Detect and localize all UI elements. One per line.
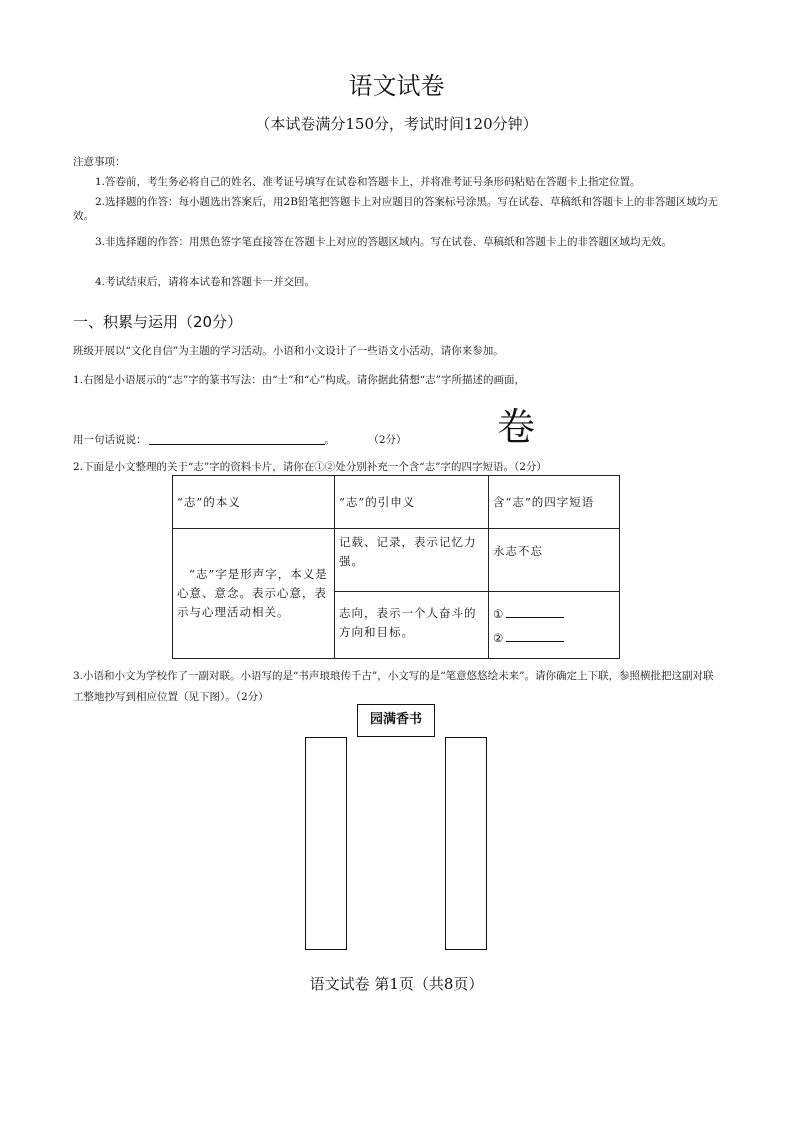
phrase-blank-2[interactable] <box>506 631 564 642</box>
header-extended-meaning: “志”的引申义 <box>335 476 489 529</box>
couplet-banner: 园满香书 <box>357 704 435 737</box>
section-heading: 一、积累与运用（20分） <box>73 313 243 331</box>
page-footer: 语文试卷 第1页（共8页） <box>309 975 484 993</box>
note-item: 2.选择题的作答：每小题选出答案后，用2B铅笔把答题卡上对应题目的答案标号涂黑。写在试卷、草稿纸和答题卡上的非答题区域均无效。 <box>73 196 718 222</box>
question-1-text: 1.右图是小语展示的“志”字的篆书写法：由“士”和“心”构成。请你据此猜想“志”字所描述的画面， <box>73 374 525 386</box>
paper-title: 语文试卷 <box>348 72 445 100</box>
answer-blank[interactable] <box>149 432 325 445</box>
question-1-answer-line <box>73 432 407 447</box>
info-card-table <box>172 475 620 659</box>
answer-prefix: 用一句话说说： <box>73 434 147 446</box>
note-item: 1.答卷前，考生务必将自己的姓名、准考证号填写在试卷和答题卡上，并将准考证号条形码粘贴在答题卡上指定位置。 <box>95 176 641 188</box>
header-original-meaning: “志”的本义 <box>173 476 335 529</box>
answer-suffix: 。 <box>324 434 335 446</box>
phrase-blanks <box>489 592 620 659</box>
section-intro: 班级开展以“文化自信”为主题的学习活动。小语和小文设计了一些语文小活动，请你来参加。 <box>73 345 504 357</box>
phrase-example: 永志不忘 <box>489 529 620 592</box>
couplet-left-box[interactable] <box>305 737 347 950</box>
notes-heading: 注意事项： <box>73 156 126 168</box>
question-3-text: 3.小语和小文为学校作了一副对联。小语写的是“书声琅琅传千古”，小文写的是“笔意悠悠绘未来”。请你确定上下联，参照横批把这副对联工整地抄写到相应位置（见下图）。（2分） <box>73 670 714 703</box>
extended-meaning-1: 记载、记录，表示记忆力强。 <box>335 529 489 592</box>
note-item: 3.非选择题的作答：用黑色签字笔直接答在答题卡上对应的答题区域内。写在试卷、草稿纸和答题卡上的非答题区域均无效。 <box>95 236 673 248</box>
note-item: 4.考试结束后，请将本试卷和答题卡一并交回。 <box>95 276 316 288</box>
paper-subtitle: （本试卷满分150分，考试时间120分钟） <box>255 115 538 133</box>
phrase-blank-1[interactable] <box>506 607 564 618</box>
question-1-score: （2分） <box>368 434 407 446</box>
blank-marker-2: ② <box>493 631 505 645</box>
header-phrases: 含“志”的四字短语 <box>489 476 620 529</box>
blank-marker-1: ① <box>493 607 505 621</box>
extended-meaning-2: 志向，表示一个人奋斗的方向和目标。 <box>335 592 489 659</box>
seal-script-image: 卷 <box>497 405 536 449</box>
question-2-text: 2.下面是小文整理的关于“志”字的资料卡片，请你在①②处分别补充一个含“志”字的四字短语。（2分） <box>73 461 547 473</box>
original-meaning-cell: “志”字是形声字，本义是心意、意念。表示心意，表示与心理活动相关。 <box>173 529 335 659</box>
couplet-right-box[interactable] <box>445 737 487 950</box>
